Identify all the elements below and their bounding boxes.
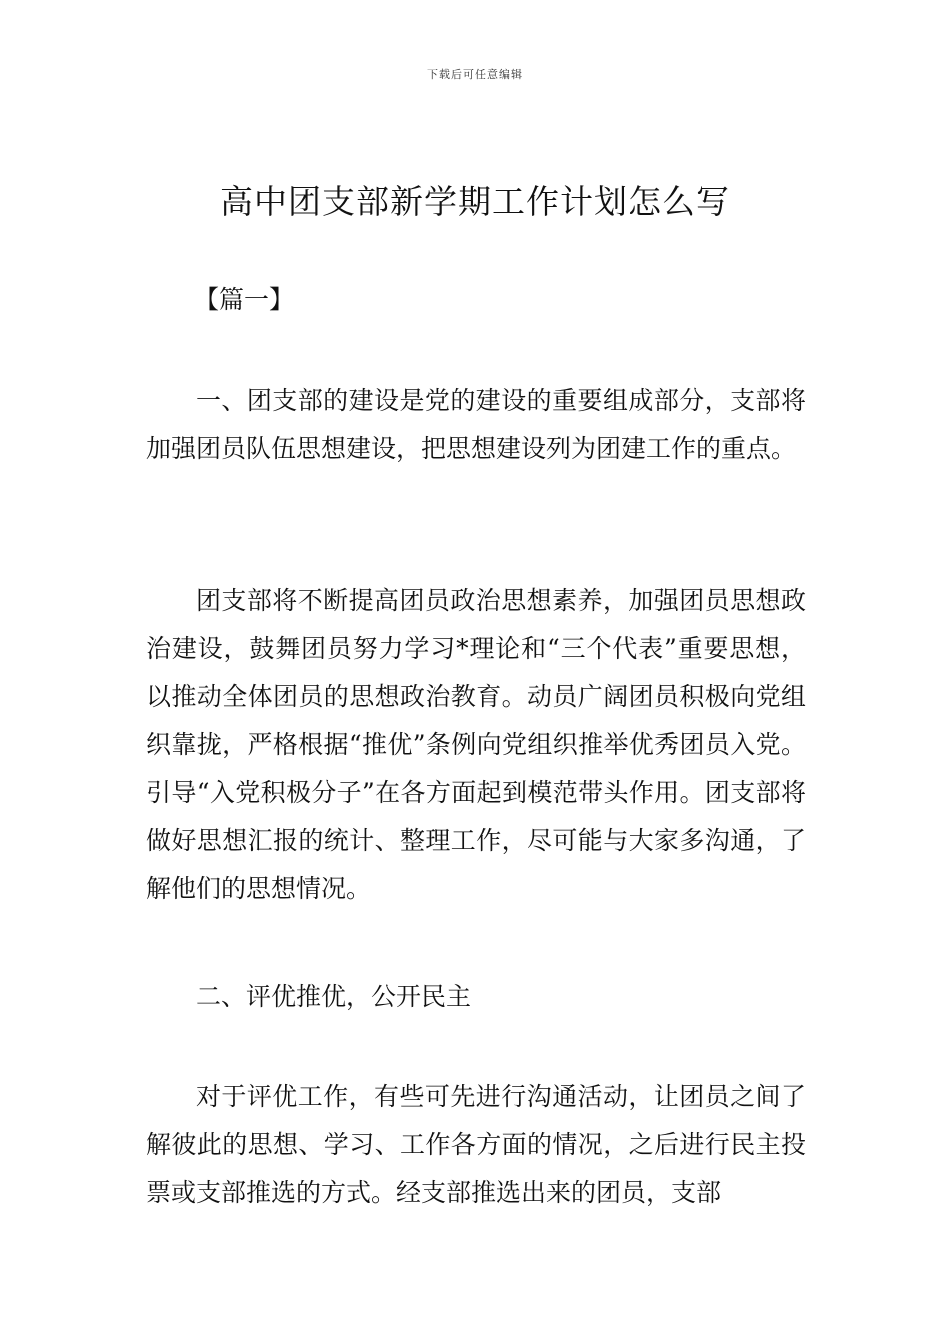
header-note: 下载后可任意编辑 [427, 68, 523, 81]
section-heading-2: 二、评优推优，公开民主 [196, 982, 472, 1011]
document-title: 高中团支部新学期工作计划怎么写 [220, 182, 730, 221]
section-label: 【篇一】 [194, 285, 295, 314]
paragraph-1: 一、团支部的建设是党的建设的重要组成部分，支部将加强团员队伍思想建设，把思想建设列为团建工作的重点。 [146, 386, 806, 463]
paragraph-2: 团支部将不断提高团员政治思想素养，加强团员思想政治建设，鼓舞团员努力学习*理论和“三个代表”重要思想，以推动全体团员的思想政治教育。动员广阔团员积极向党组织靠拢，严格根据“推优”条例向党组织推举优秀团员入党。引导“入党积极分子”在各方面起到模范带头作用。团支部将做好思想汇报的统计、整理工作，尽可能与大家多沟通，了解他们的思想情况。 [146, 586, 806, 903]
paragraph-3: 对于评优工作，有些可先进行沟通活动，让团员之间了解彼此的思想、学习、工作各方面的情况，之后进行民主投票或支部推选的方式。经支部推选出来的团员，支部 [146, 1082, 806, 1207]
